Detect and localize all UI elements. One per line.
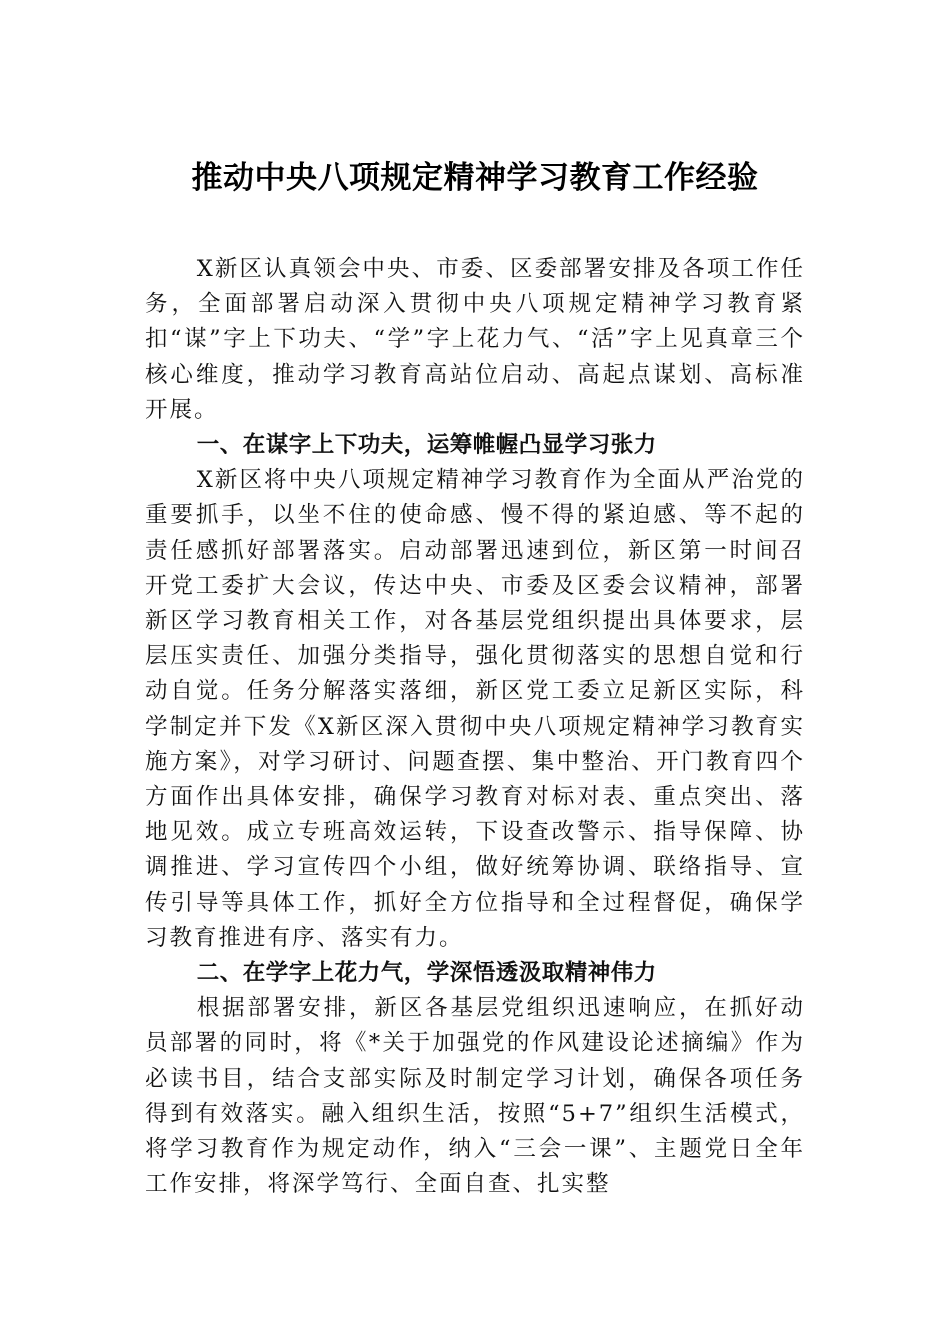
section-paragraph-1: X新区将中央八项规定精神学习教育作为全面从严治党的重要抓手，以坐不住的使命感、慢不得的紧迫感、等不起的责任感抓好部署落实。启动部署迅速到位，新区第一时间召开党工委扩大会议，传达中央、市委及区委会议精神，部署新区学习教育相关工作，对各基层党组织提出具体要求，层层压实责任、加强分类指导，强化贯彻落实的思想自觉和行动自觉。任务分解落实落细，新区党工委立足新区实际，科学制定并下发《X新区深入贯彻中央八项规定精神学习教育实施方案》，对学习研讨、问题查摆、集中整治、开门教育四个方面作出具体安排，确保学习教育对标对表、重点突出、落地见效。成立专班高效运转，下设查改警示、指导保障、协调推进、学习宣传四个小组，做好统筹协调、联络指导、宣传引导等具体工作，抓好全方位指导和全过程督促，确保学习教育推进有序、落实有力。 (145, 467, 805, 951)
section-heading-2: 二、在学字上花力气，学深悟透汲取精神伟力 (196, 960, 657, 987)
section-paragraph-2: 根据部署安排，新区各基层党组织迅速响应，在抓好动员部署的同时，将《*关于加强党的作风建设论述摘编》作为必读书目，结合支部实际及时制定学习计划，确保各项任务得到有效落实。融入组织生活，按照“5+7”组织生活模式，将学习教育作为规定动作，纳入“三会一课”、主题党日全年工作安排，将深学笃行、全面自查、扎实整 (145, 995, 805, 1198)
intro-paragraph: X新区认真领会中央、市委、区委部署安排及各项工作任务，全面部署启动深入贯彻中央八项规定精神学习教育紧扣“谋”字上下功夫、“学”字上花力气、“活”字上见真章三个核心维度，推动学习教育高站位启动、高起点谋划、高标准开展。 (145, 256, 805, 423)
section-heading-1: 一、在谋字上下功夫，运筹帷幄凸显学习张力 (196, 432, 657, 459)
document-title: 推动中央八项规定精神学习教育工作经验 (191, 160, 759, 196)
document-body (145, 252, 805, 1202)
